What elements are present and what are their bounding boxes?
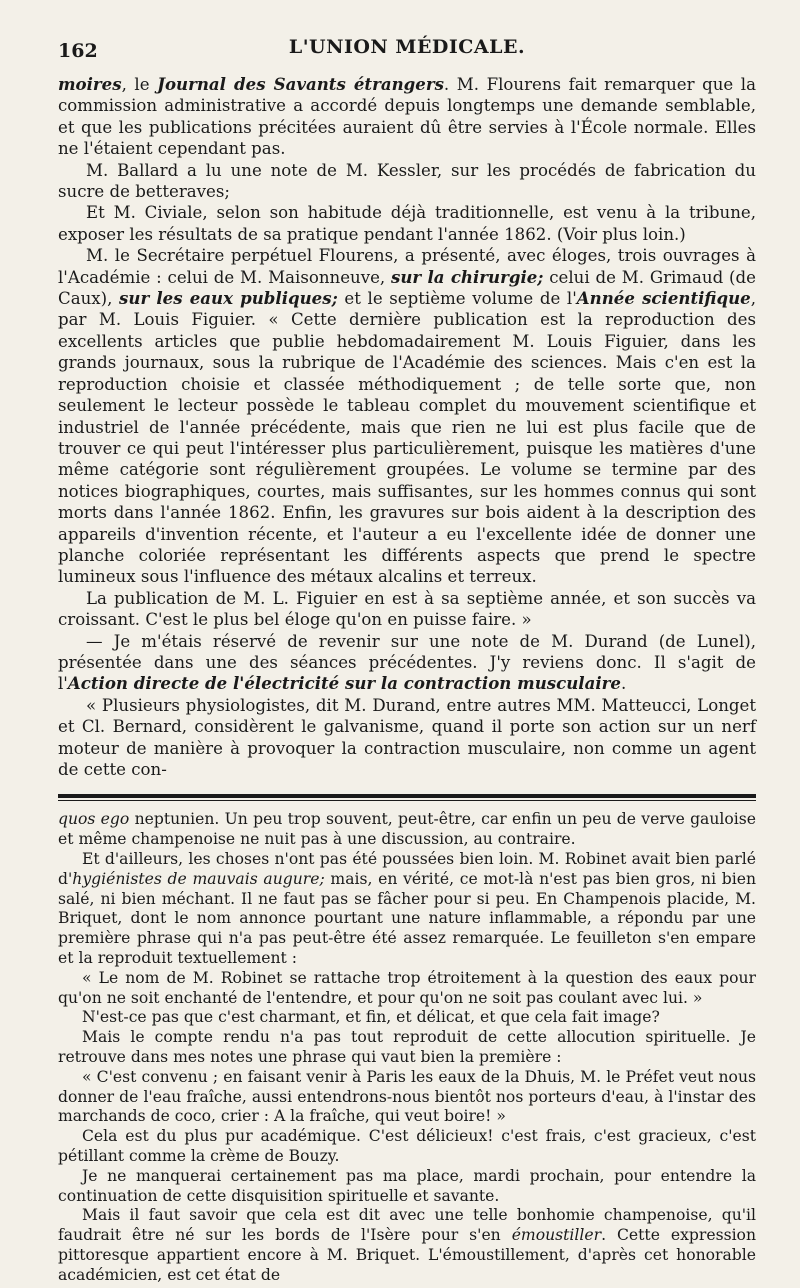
text-run: , le [121,75,158,94]
running-header [58,32,756,62]
paragraph: « C'est convenu ; en faisant venir à Paris les eaux de la Dhuis, M. le Préfet veut nous donner de l'eau fraîche, aussi entendrons-nous bientôt nos porteurs d'eau, à l'instar des marchands de coco, crier : A la fraîche, qui veut boire! » [58,1067,756,1126]
text-run: neptunien. Un peu trop souvent, peut-être, car enfin un peu de verve gauloise et même champenoise ne nuit pas à une discussion, au contraire. [58,810,756,849]
italic-text: hygiénistes de mauvais augure; [72,869,325,888]
text-run: . M. Flourens fait remarquer que la commission administrative a accordé depuis longtemps une demande semblable, et que les publications précitées auraient dû être servies à l'École normale. Elles ne l'étaient cependant pas. [58,75,757,159]
text-run: mais, en vérité, ce mot-là n'est pas bien gros, ni bien salé, ni bien méchant. Il ne faut pas se fâcher pour si peu. En Champenois placide, M. Briquet, dont le nom annonce pourtant une nature inflammable, a répondu par une première phrase qui n'a pas peut-être été assez remarquée. Le feuilleton s'en empare et la reproduit textuellement : [58,869,756,967]
italic-title: Action directe de l'électricité sur la contraction musculaire [67,673,621,694]
text-run: , par M. Louis Figuier. « Cette dernière publication est la reproduction des excellents articles que publie hebdomadairement M. Louis Figuier, dans les grands journaux, sous la rubrique de l'Académie des sciences. Mais c'en est la reproduction choisie et classée méthodiquement ; de telle sorte que, non seulement le lecteur possède le tableau complet du mouvement scientifique et industriel de l'année précédente, mais que rien ne lui est plus facile que de trouver ce qui peut l'intéresser plus particulièrement, puisque les matières d'une même catégorie sont régulièrement groupées. Le volume se termine par des notices biographiques, courtes, mais suffisantes, sur les hommes connus qui sont morts dans l'année 1862. Enfin, les gravures sur bois aident à la description des appareils d'invention récente, et l'auteur a eu l'excellente idée de donner une planche coloriée représentant les différents aspects que prend le spectre lumineux sous l'influence des métaux alcalins et terreux. [58,289,756,587]
text-run: et le septième volume de l' [337,289,577,309]
paragraph [58,631,756,695]
text-run: . Cette expression pittoresque appartient encore à M. Briquet. L'émoustillement, d'après cet honorable académicien, est cet état de [58,1226,756,1284]
italic-title: Année scientifique [576,288,751,309]
italic-text: émoustiller [511,1226,602,1245]
text-run: . [620,674,627,694]
feuilleton-divider [58,794,756,801]
italic-title: Journal des Savants étrangers [157,74,444,94]
text-run: — Je m'étais réservé de revenir sur une note de M. Durand (de Lunel), présentée dans une des séances précédentes. J'y reviens donc. Il s'agit de l' [58,631,756,694]
page-number: 162 [58,40,98,62]
paragraph [58,810,756,850]
text-run: celui de M. Grimaud (de Caux), [58,267,756,309]
text-run: Mais il faut savoir que cela est dit avec une telle bonhomie champenoise, qu'il faudrait être né sur les bords de l'Isère pour s'en [58,1206,756,1245]
paragraph [58,850,756,969]
paragraph: Mais le compte rendu n'a pas tout reproduit de cette allocution spirituelle. Je retrouve dans mes notes une phrase qui vaut bien la première : [58,1028,756,1066]
paragraph [58,1206,756,1285]
italic-title: sur les eaux publiques; [119,288,338,309]
main-column [58,74,756,780]
italic-text: moires [58,74,122,94]
paragraph [58,74,756,160]
paragraph: Et M. Civiale, selon son habitude déjà traditionnelle, est venu à la tribune, exposer les résultats de sa pratique pendant l'année 1862. (Voir plus loin.) [58,203,756,244]
paragraph: « Le nom de M. Robinet se rattache trop étroitement à la question des eaux pour qu'on ne soit enchanté de l'entendre, et pour qu'on ne soit pas coulant avec lui. » [58,968,756,1007]
journal-page [58,32,756,1286]
paragraph: « Plusieurs physiologistes, dit M. Durand, entre autres MM. Matteucci, Longet et Cl. Bernard, considèrent le galvanisme, quand il porte son action sur un nerf moteur de manière à provoquer la contraction musculaire, non comme un agent de cette con- [58,695,756,779]
paragraph: N'est-ce pas que c'est charmant, et fin, et délicat, et que cela fait image? [82,1008,660,1027]
text-run: M. le Secrétaire perpétuel Flourens, a présenté, avec éloges, trois ouvrages à l'Académie : celui de M. Maisonneuve, [58,246,756,287]
italic-text: quos ego [58,810,130,829]
paragraph: M. Ballard a lu une note de M. Kessler, sur les procédés de fabrication du sucre de betteraves; [58,160,756,202]
paragraph: Je ne manquerai certainement pas ma place, mardi prochain, pour entendre la continuation de cette disquisition spirituelle et savante. [58,1166,756,1205]
paragraph: Cela est du plus pur académique. C'est délicieux! c'est frais, c'est gracieux, c'est pétillant comme la crème de Bouzy. [58,1127,756,1165]
italic-title: sur la chirurgie; [390,266,544,287]
feuilleton-column [58,810,756,1285]
text-run: Et d'ailleurs, les choses n'ont pas été poussées bien loin. M. Robinet avait bien parlé d' [58,850,756,888]
paragraph [58,245,756,588]
paragraph: La publication de M. L. Figuier en est à sa septième année, et son succès va croissant. C'est le plus bel éloge qu'on en puisse faire. » [58,588,756,630]
journal-title: L'UNION MÉDICALE. [288,36,526,58]
